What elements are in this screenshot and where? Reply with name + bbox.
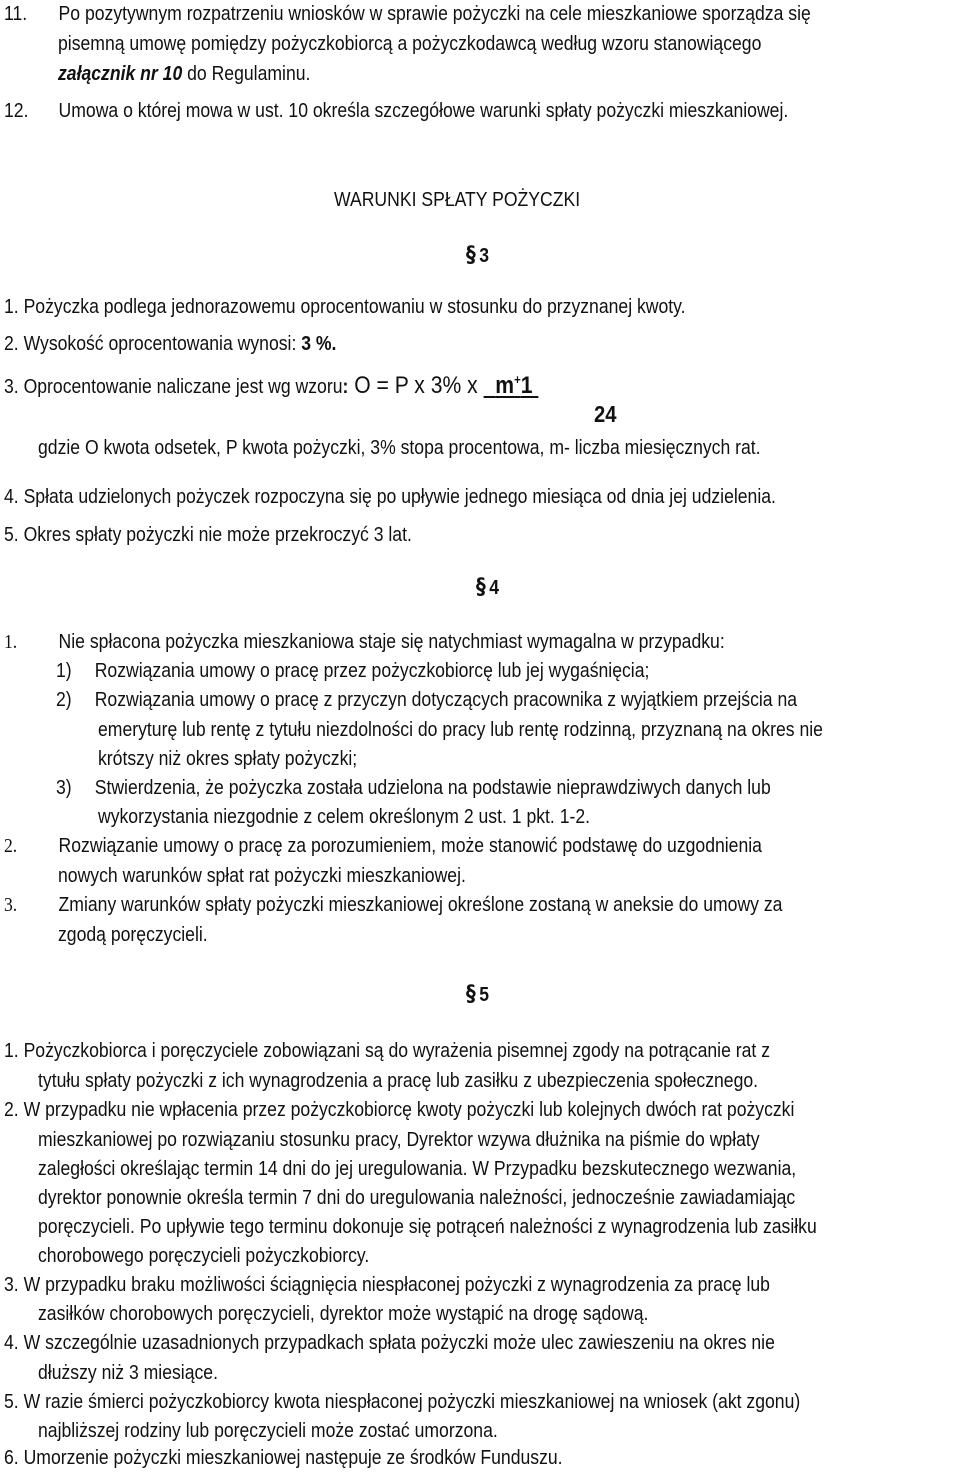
sec4-item-1-number: 1. <box>4 631 18 653</box>
sec5-line-10: zasiłków chorobowych poręczycieli, dyrektor może wystąpić na drogę sądową. <box>38 1303 649 1325</box>
item-11-line-1 <box>4 0 811 28</box>
sec4-sub-2-line-1 <box>56 686 798 714</box>
sec3-item-2 <box>4 330 336 358</box>
sec5-line-3: 2. W przypadku nie wpłacenia przez pożyczkobiorcę kwoty pożyczki lub kolejnych dwóch rat pożyczki <box>4 1099 795 1121</box>
sec5-line-11: 4. W szczególnie uzasadnionych przypadkach spłata pożyczki może ulec zawieszeniu na okres nie <box>4 1332 775 1354</box>
sec3-item-3 <box>4 366 538 401</box>
sec5-line-7: poręczycieli. Po upływie tego terminu dokonuje się potrąceń należności z wynagrodzenia lub zasiłku <box>38 1216 817 1238</box>
sec4-sub-3-line-2: wykorzystania niezgodnie z celem określonym 2 ust. 1 pkt. 1-2. <box>98 806 591 828</box>
formula-main: O = P x 3% x <box>348 372 484 399</box>
formula-denominator: 24 <box>594 401 617 427</box>
sec4-sub-2-line-3: krótszy niż okres spłaty pożyczki; <box>98 748 358 770</box>
formula-numerator <box>484 372 539 399</box>
sec4-sub-2-line-2: emeryturę lub rentę z tytułu niezdolności do pracy lub rentę rodzinną, przyznaną na okres nie <box>98 719 823 741</box>
sec5-line-12: dłuższy niż 3 miesiące. <box>38 1362 218 1384</box>
sec4-item-1-text: Nie spłacona pożyczka mieszkaniowa staje się natychmiast wymagalna w przypadku: <box>58 631 725 653</box>
sec3-item-3-text: 3. Oprocentowanie naliczane jest wg wzoru <box>4 376 343 398</box>
formula-one: 1 <box>520 372 533 399</box>
sec4-sub-1-text: Rozwiązania umowy o pracę przez pożyczkobiorcę lub jej wygaśnięcia; <box>94 660 650 682</box>
sec4-sub-1-number: 1) <box>56 660 72 682</box>
item-11-line-3 <box>58 60 310 88</box>
sec5-line-2: tytułu spłaty pożyczki z ich wynagrodzenia a pracę lub zasiłku z ubezpieczenia społecznego. <box>38 1070 759 1092</box>
sec5-line-5: zaległości określając termin 14 dni do jej uregulowania. W Przypadku bezskutecznego wezwania, <box>38 1158 797 1180</box>
sec5-line-6: dyrektor ponownie określa termin 7 dni do uregulowania należności, jednocześnie zawiadamiając <box>38 1187 796 1209</box>
section-3-number: 3 <box>479 245 489 267</box>
section-heading: WARUNKI SPŁATY POŻYCZKI <box>334 189 581 211</box>
sec4-item-1 <box>4 628 725 656</box>
sec4-item-3-number: 3. <box>4 894 18 916</box>
paragraph-sign-icon: § <box>466 243 476 268</box>
sec4-item-3-line-2: zgodą poręczycieli. <box>58 924 208 946</box>
sec3-item-2-text: 2. Wysokość oprocentowania wynosi: <box>4 333 302 355</box>
item-11-number: 11. <box>4 3 28 25</box>
formula-plus: + <box>514 372 521 387</box>
sec4-sub-1 <box>56 657 650 685</box>
sec4-sub-2-text-1: Rozwiązania umowy o pracę z przyczyn dotyczących pracownika z wyjątkiem przejścia na <box>94 689 798 711</box>
section-5-number: 5 <box>479 984 489 1006</box>
section-5-header <box>466 981 489 1009</box>
paragraph-sign-icon: § <box>466 982 476 1007</box>
interest-rate-value: 3 %. <box>301 333 337 355</box>
sec3-item-5: 5. Okres spłaty pożyczki nie może przekroczyć 3 lat. <box>4 524 412 546</box>
sec5-line-15: 6. Umorzenie pożyczki mieszkaniowej następuje ze środków Funduszu. <box>4 1447 563 1469</box>
sec5-line-8: chorobowego poręczycieli pożyczkobiorcy. <box>38 1245 370 1267</box>
section-4-number: 4 <box>489 577 499 599</box>
sec5-line-9: 3. W przypadku braku możliwości ściągnięcia niespłaconej pożyczki z wynagrodzenia za pracę lub <box>4 1274 770 1296</box>
item-12-text: Umowa o której mowa w ust. 10 określa szczegółowe warunki spłaty pożyczki mieszkaniowej. <box>58 100 789 122</box>
section-3-header <box>466 242 489 270</box>
item-12-line <box>4 97 789 125</box>
sec4-sub-2-number: 2) <box>56 689 72 711</box>
paragraph-sign-icon: § <box>476 575 486 600</box>
sec5-line-13: 5. W razie śmierci pożyczkobiorcy kwota niespłaconej pożyczki mieszkaniowej na wniosek (akt zgonu) <box>4 1391 801 1413</box>
sec5-line-4: mieszkaniowej po rozwiązaniu stosunku pracy, Dyrektor wzywa dłużnika na piśmie do wpłaty <box>38 1129 760 1151</box>
sec4-item-2-text-1: Rozwiązanie umowy o pracę za porozumieniem, może stanowić podstawę do uzgodnienia <box>58 835 762 857</box>
formula-m: m <box>495 372 515 399</box>
sec4-sub-3-line-1 <box>56 774 771 802</box>
sec5-line-14: najbliższej rodziny lub poręczycieli może zostać umorzona. <box>38 1420 498 1442</box>
formula-colon: : <box>342 376 349 398</box>
attachment-ref: załącznik nr 10 <box>58 63 183 85</box>
sec4-item-3-text-1: Zmiany warunków spłaty pożyczki mieszkaniowej określone zostaną w aneksie do umowy za <box>58 894 783 916</box>
sec4-item-2-number: 2. <box>4 835 18 857</box>
sec4-item-2-line-1 <box>4 832 762 860</box>
item-11-text-1: Po pozytywnym rozpatrzeniu wniosków w sprawie pożyczki na cele mieszkaniowe sporządza się <box>58 3 811 25</box>
sec4-sub-3-number: 3) <box>56 777 72 799</box>
sec5-line-1: 1. Pożyczkobiorca i poręczyciele zobowiązani są do wyrażenia pisemnej zgody na potrącanie rat z <box>4 1040 770 1062</box>
item-11-line-3-rest: do Regulaminu. <box>182 63 311 85</box>
item-12-number: 12. <box>4 100 29 122</box>
sec4-sub-3-text-1: Stwierdzenia, że pożyczka została udzielona na podstawie nieprawdziwych danych lub <box>94 777 771 799</box>
sec3-item-4: 4. Spłata udzielonych pożyczek rozpoczyna się po upływie jednego miesiąca od dnia jej udzielenia. <box>4 486 776 508</box>
formula-legend: gdzie O kwota odsetek, P kwota pożyczki, 3% stopa procentowa, m- liczba miesięcznych rat. <box>38 437 761 459</box>
sec4-item-3-line-1 <box>4 891 783 919</box>
sec4-item-2-line-2: nowych warunków spłat rat pożyczki mieszkaniowej. <box>58 865 466 887</box>
item-11-line-2: pisemną umowę pomiędzy pożyczkobiorcą a pożyczkodawcą według wzoru stanowiącego <box>58 33 762 55</box>
section-4-header <box>476 574 499 602</box>
sec3-item-1: 1. Pożyczka podlega jednorazowemu oprocentowaniu w stosunku do przyznanej kwoty. <box>4 296 686 318</box>
